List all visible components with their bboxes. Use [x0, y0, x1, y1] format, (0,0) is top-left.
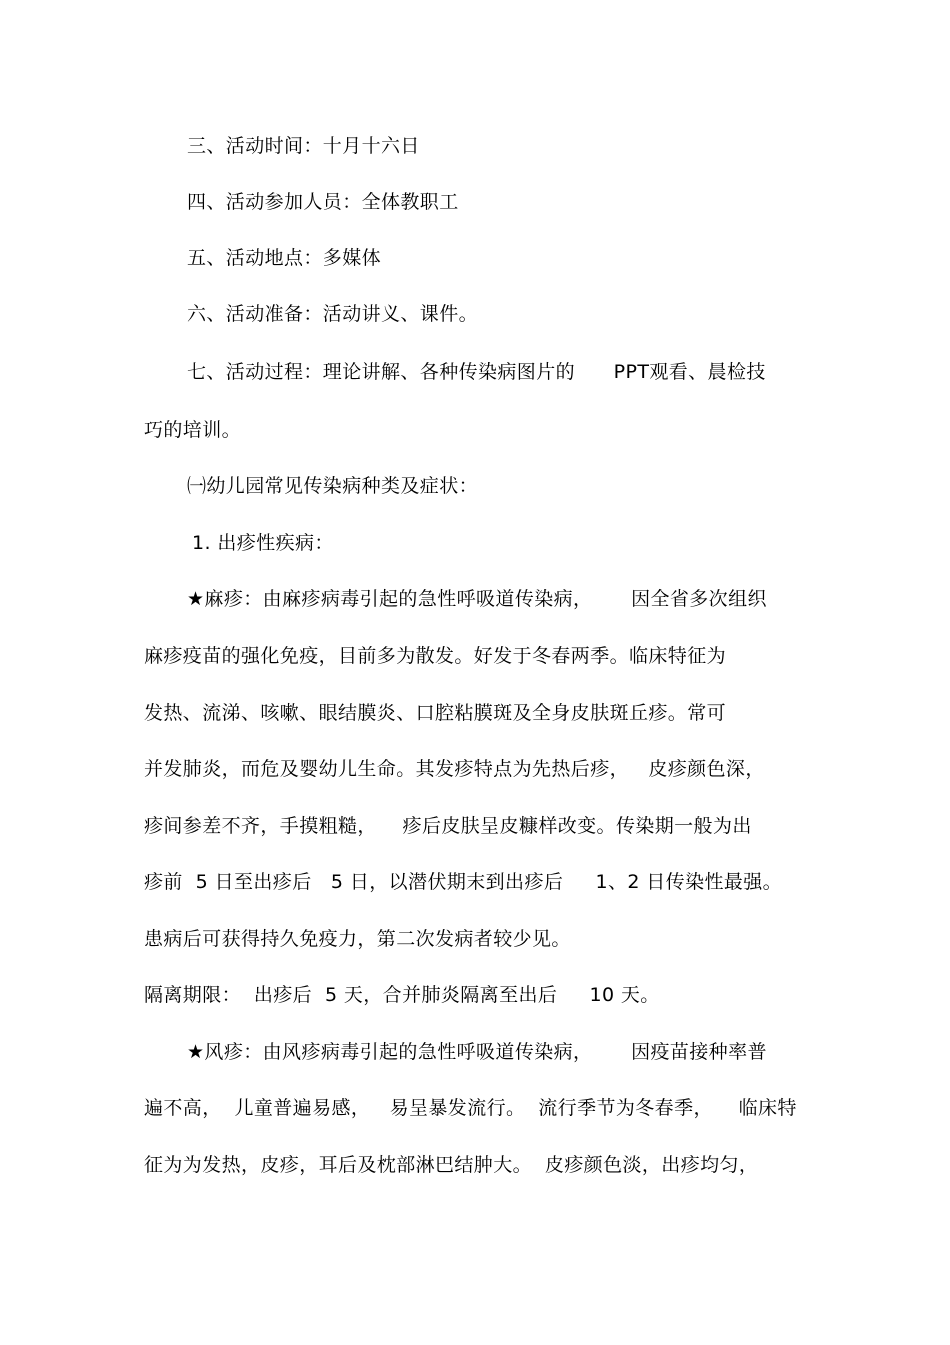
text-line: 麻疹疫苗的强化免疫，目前多为散发。好发于冬春两季。临床特征为: [144, 645, 727, 667]
text-line: 发热、流涕、咳嗽、眼结膜炎、口腔粘膜斑及全身皮肤斑丘疹。常可: [144, 702, 727, 724]
text-line: ★风疹：由风疹病毒引起的急性呼吸道传染病， 因疫苗接种率普: [187, 1041, 767, 1063]
text-line: 五、活动地点：多媒体: [187, 247, 382, 269]
text-line: 巧的培训。: [144, 419, 242, 441]
text-line: 患病后可获得持久免疫力，第二次发病者较少见。: [144, 928, 571, 950]
text-line: ㈠幼儿园常见传染病种类及症状：: [187, 475, 479, 497]
text-line: 疹间参差不齐，手摸粗糙， 疹后皮肤呈皮糠样改变。传染期一般为出: [144, 815, 752, 837]
text-line: 1. 出疹性疾病：: [192, 532, 334, 554]
text-line: 四、活动参加人员：全体教职工: [187, 191, 459, 213]
text-line: 六、活动准备：活动讲义、课件。: [187, 303, 479, 325]
text-line: 七、活动过程：理论讲解、各种传染病图片的 PPT观看、晨检技: [187, 361, 766, 383]
text-line: 三、活动时间：十月十六日: [187, 135, 420, 157]
text-line: ★麻疹：由麻疹病毒引起的急性呼吸道传染病， 因全省多次组织: [187, 588, 767, 610]
text-line: 隔离期限： 出疹后 5 天，合并肺炎隔离至出后 10 天。: [144, 984, 660, 1006]
text-line: 征为为发热，皮疹，耳后及枕部淋巴结肿大。 皮疹颜色淡，出疹均匀，: [144, 1154, 759, 1176]
text-line: 遍不高， 儿童普遍易感， 易呈暴发流行。 流行季节为冬春季， 临床特: [144, 1097, 797, 1119]
text-line: 疹前 5 日至出疹后 5 日，以潜伏期末到出疹后 1、2 日传染性最强。: [144, 871, 783, 893]
text-line: 并发肺炎，而危及婴幼儿生命。其发疹特点为先热后疹， 皮疹颜色深，: [144, 758, 765, 780]
